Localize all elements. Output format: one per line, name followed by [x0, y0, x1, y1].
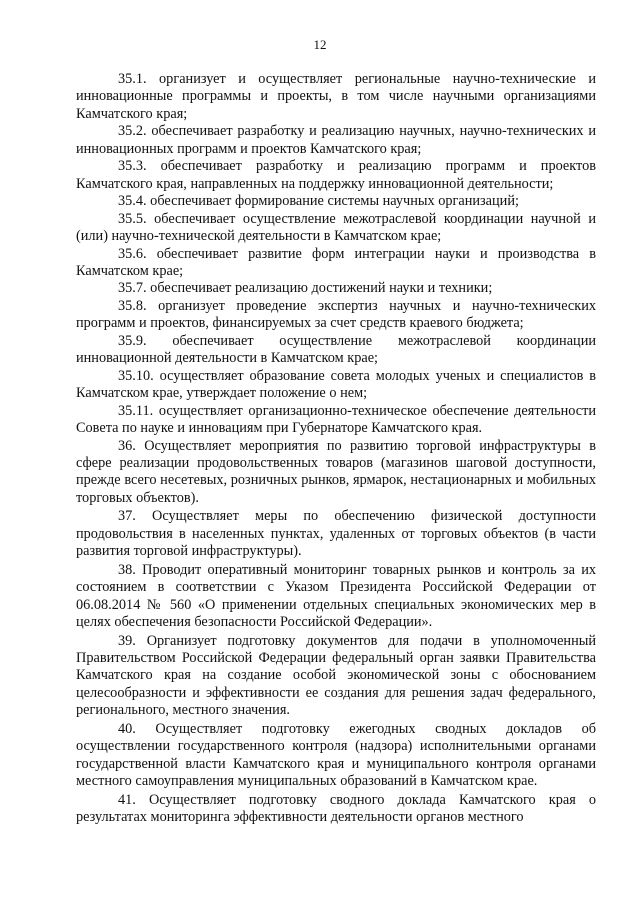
paragraph-39: 39. Организует подготовку документов для подачи в уполномоченный Правительством Российской Федерации федеральный орган заявки Правительства Камчатского края на создание особой экономической зоны с обоснованием целесообразности и эффективности ее создания для решения задач федерального, регионального, местного значения.	[76, 632, 596, 719]
paragraph-35-3: 35.3. обеспечивает разработку и реализацию программ и проектов Камчатского края, направленных на поддержку инновационной деятельности;	[76, 158, 596, 192]
document-body	[76, 71, 596, 826]
paragraph-35-1: 35.1. организует и осуществляет региональные научно-технические и инновационные программы и проекты, в том числе научными организациями Камчатского края;	[76, 71, 596, 122]
paragraph-35-6: 35.6. обеспечивает развитие форм интеграции науки и производства в Камчатском крае;	[76, 245, 596, 279]
paragraph-37: 37. Осуществляет меры по обеспечению физической доступности продовольствия в населенных пунктах, удаленных от торговых объектов (в части развития торговой инфраструктуры).	[76, 508, 596, 560]
paragraph-35-9: 35.9. обеспечивает осуществление межотраслевой координации инновационной деятельности в Камчатском крае;	[76, 332, 596, 367]
paragraph-35-11: 35.11. осуществляет организационно-техническое обеспечение деятельности Совета по науке и инновациям при Губернаторе Камчатского края.	[76, 402, 596, 437]
paragraph-38: 38. Проводит оперативный мониторинг товарных рынков и контроль за их состоянием в соответствии с Указом Президента Российской Федерации от 06.08.2014 № 560 «О применении отдельных специальных экономических мер в целях обеспечения безопасности Российской Федерации».	[76, 561, 596, 631]
paragraph-35-8: 35.8. организует проведение экспертиз научных и научно-технических программ и проектов, финансируемых за счет средств краевого бюджета;	[76, 297, 596, 332]
paragraph-35-4: 35.4. обеспечивает формирование системы научных организаций;	[118, 193, 519, 210]
paragraph-35-2: 35.2. обеспечивает разработку и реализацию научных, научно-технических и инновационных программ и проектов Камчатского края;	[76, 123, 596, 157]
paragraph-41: 41. Осуществляет подготовку сводного доклада Камчатского края о результатах мониторинга эффективности деятельности органов местного	[76, 791, 596, 826]
paragraph-35-7: 35.7. обеспечивает реализацию достижений науки и техники;	[118, 280, 493, 297]
paragraph-40: 40. Осуществляет подготовку ежегодных сводных докладов об осуществлении государственного контроля (надзора) исполнительными органами государственной власти Камчатского края и муниципального контроля органами местного самоуправления муниципальных образований в Камчатском крае.	[76, 720, 596, 790]
paragraph-36: 36. Осуществляет мероприятия по развитию торговой инфраструктуры в сфере реализации продовольственных товаров (магазинов шаговой доступности, прежде всего несетевых, розничных рынков, ярмарок, нестационарных и мобильных торговых объектов).	[76, 437, 596, 506]
paragraph-35-10: 35.10. осуществляет образование совета молодых ученых и специалистов в Камчатском крае, утверждает положение о нем;	[76, 367, 596, 402]
paragraph-35-5: 35.5. обеспечивает осуществление межотраслевой координации научной и (или) научно-технической деятельности в Камчатском крае;	[76, 210, 596, 245]
page-number: 12	[313, 37, 327, 52]
